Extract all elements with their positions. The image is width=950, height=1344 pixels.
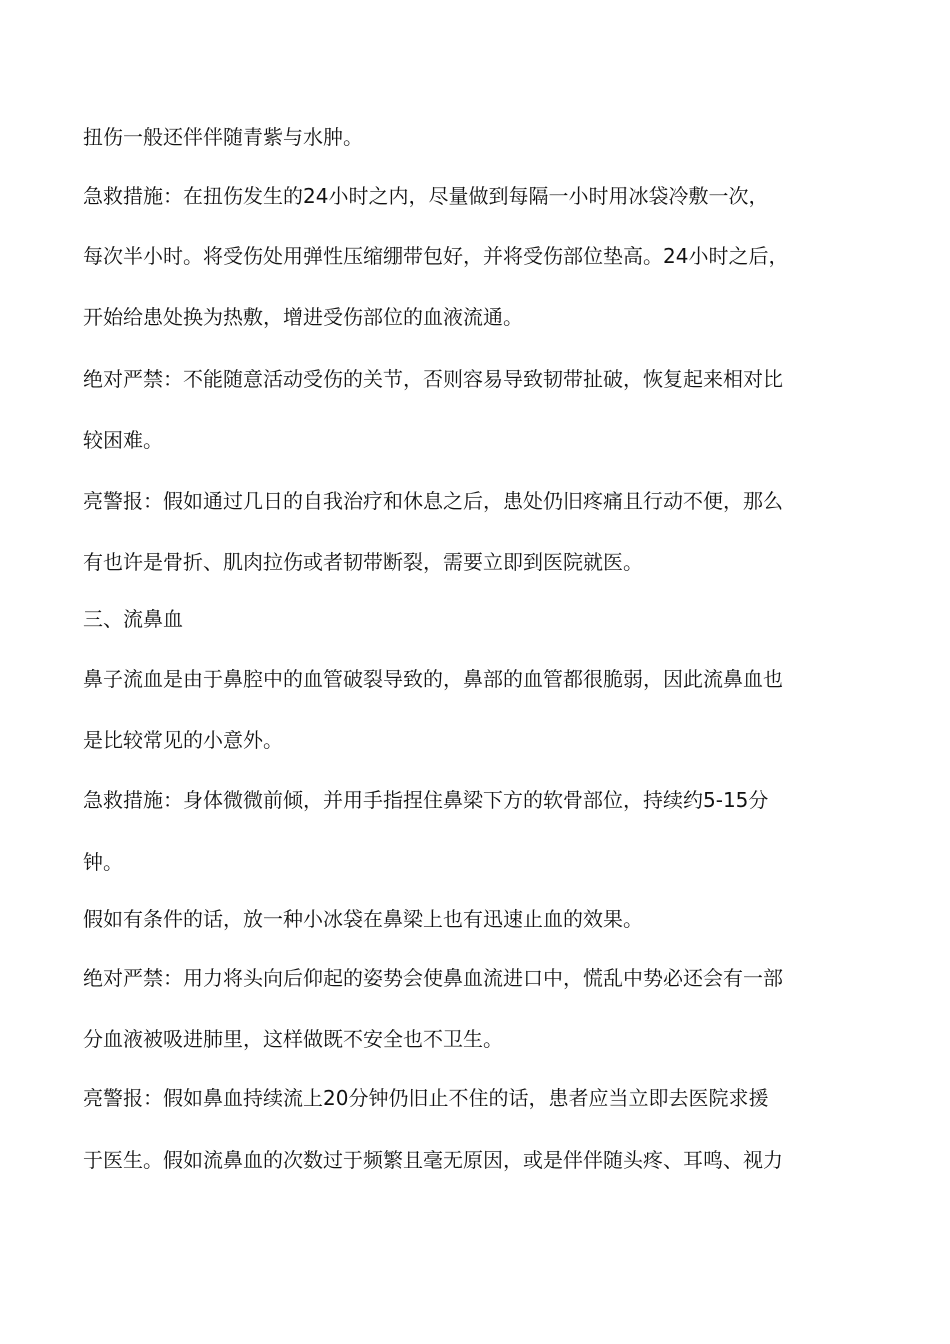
text-line-5: 绝对严禁：不能随意活动受伤的关节，否则容易导致韧带扯破，恢复起来相对比 <box>83 367 783 391</box>
text-line-17: 亮警报：假如鼻血持续流上20分钟仍旧止不住的话，患者应当立即去医院求援 <box>83 1086 769 1110</box>
text-line-4: 开始给患处换为热敷，增进受伤部位的血液流通。 <box>83 305 523 329</box>
text-line-3: 每次半小时。将受伤处用弹性压缩绷带包好，并将受伤部位垫高。24小时之后， <box>83 244 789 268</box>
text-line-12: 急救措施：身体微微前倾，并用手指捏住鼻梁下方的软骨部位，持续约5-15分 <box>83 788 769 812</box>
text-line-14: 假如有条件的话，放一种小冰袋在鼻梁上也有迅速止血的效果。 <box>83 907 643 931</box>
text-line-16: 分血液被吸进肺里，这样做既不安全也不卫生。 <box>83 1027 503 1051</box>
section-heading: 三、流鼻血 <box>83 607 183 631</box>
text-line-1: 扭伤一般还伴伴随青紫与水肿。 <box>83 125 363 149</box>
text-line-18: 于医生。假如流鼻血的次数过于频繁且毫无原因，或是伴伴随头疼、耳鸣、视力 <box>83 1148 783 1172</box>
text-line-11: 是比较常见的小意外。 <box>83 728 283 752</box>
text-line-10: 鼻子流血是由于鼻腔中的血管破裂导致的，鼻部的血管都很脆弱，因此流鼻血也 <box>83 667 783 691</box>
text-line-2: 急救措施：在扭伤发生的24小时之内，尽量做到每隔一小时用冰袋冷敷一次， <box>83 184 769 208</box>
text-line-13: 钟。 <box>83 850 123 874</box>
text-line-8: 有也许是骨折、肌肉拉伤或者韧带断裂，需要立即到医院就医。 <box>83 550 643 574</box>
text-line-6: 较困难。 <box>83 428 163 452</box>
text-line-15: 绝对严禁：用力将头向后仰起的姿势会使鼻血流进口中，慌乱中势必还会有一部 <box>83 966 783 990</box>
text-line-7: 亮警报：假如通过几日的自我治疗和休息之后，患处仍旧疼痛且行动不便，那么 <box>83 489 783 513</box>
